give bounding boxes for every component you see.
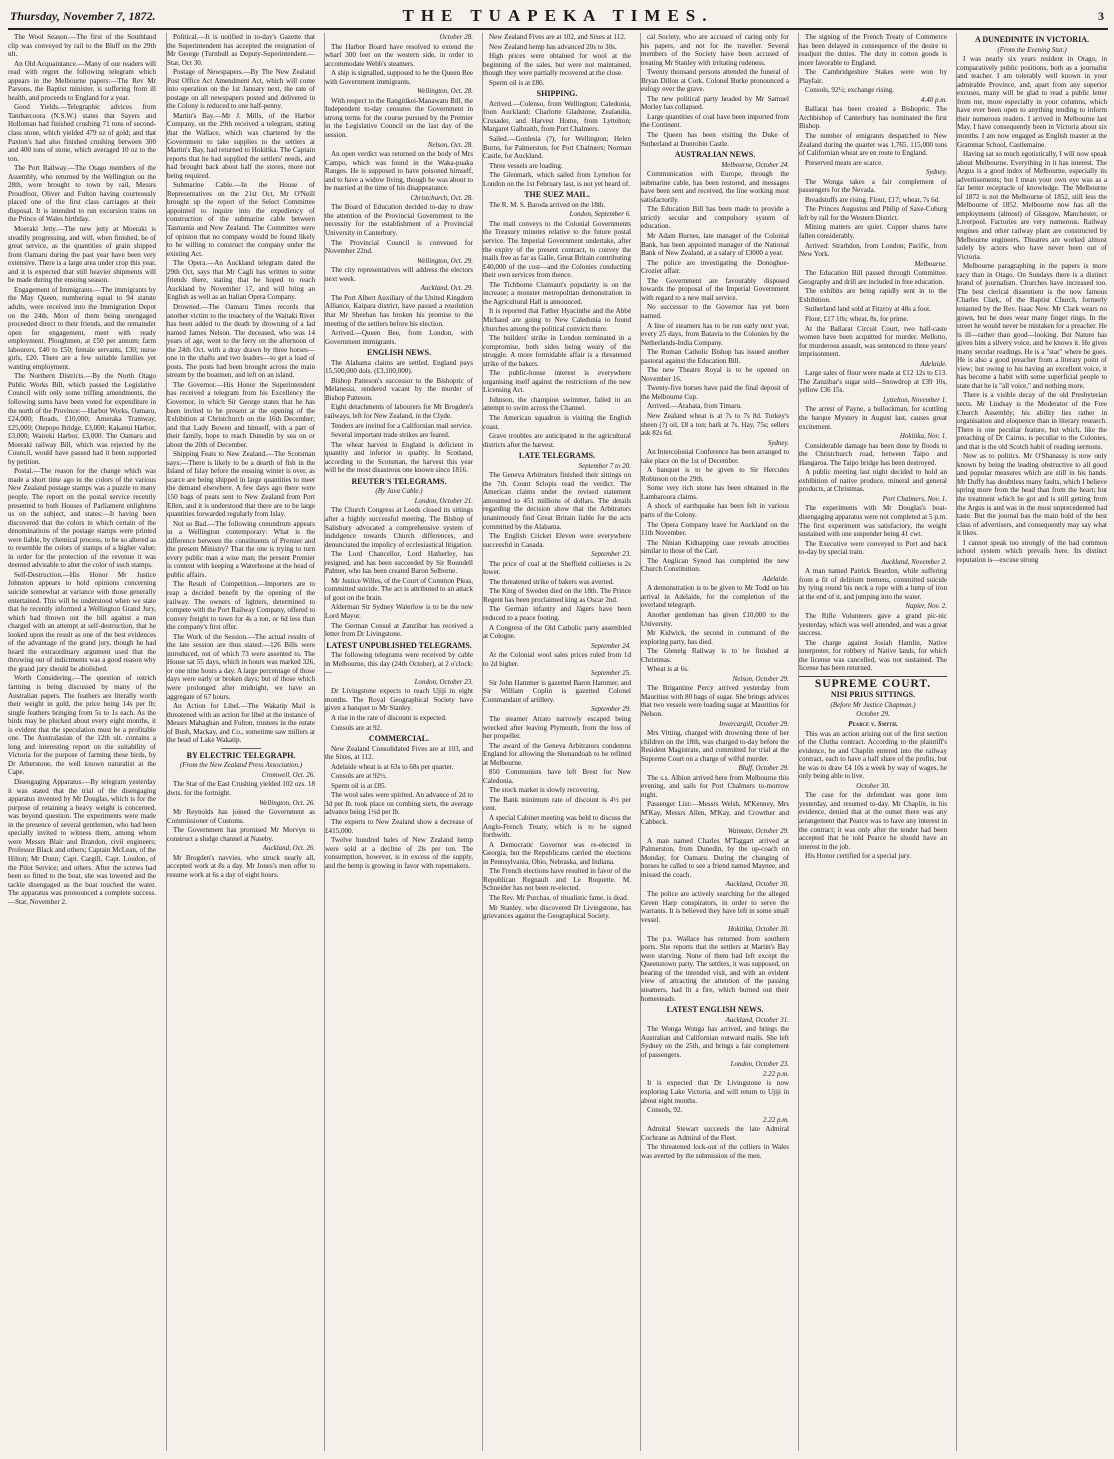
article-paragraph: The Executive were conveyed to Port and back to-day by special train. bbox=[799, 539, 947, 557]
article-paragraph: Wheat is at 6s. bbox=[647, 665, 689, 674]
dateline: October 28. bbox=[439, 33, 473, 41]
article-paragraph: High prices were obtained for wool at the beginning of the sales, but were not maintained, though they were partially recovered at the close. bbox=[483, 52, 631, 78]
article-paragraph: Not so Bad.—The following conundrum appears in a Wellington contemporary: What is the difference between the constituents of Premier and the present Ministry? That the one is trying to turn every public man a wise man; the present Premier is content with keeping a Waterhouse at the head of public affairs. bbox=[167, 519, 315, 579]
article-paragraph: Bishop Patteson's successor to the Bishopric of Melanesia, rendered vacant by the murder of Bishop Patteson. bbox=[325, 376, 473, 402]
dateline: Bluff, October 29. bbox=[738, 764, 789, 773]
article-paragraph: A shock of earthquake has been felt in various parts of the Colony. bbox=[641, 502, 789, 519]
article-paragraph: The Board of Education decided to-day to draw the attention of the Provincial Government to the necessity for the establishment of a Provincial University in Canterbury. bbox=[325, 203, 473, 238]
article-paragraph: The wheat harvest in England is deficient in quantity and inferior in quality. In Scotland, according to the Scotsman, the harvest this year will be the most disastrous one known since 1816. bbox=[325, 440, 473, 475]
article-paragraph: It is reported that Father Hyacinthe and the Abbé Michaud are going to New Caledonia to found churches among the political convicts there. bbox=[483, 307, 631, 333]
article-paragraph: This was an action arising out of the first section of the Clutha contract. According to the plaintiff's evidence, he and Chaplin entered into the railway contract, each to have a half share of the profits, but he was to draw £4 10s a week by way of wages, he only being able to live. bbox=[799, 729, 947, 781]
dateline: October 30. bbox=[856, 781, 890, 790]
article-paragraph: Mr Stanley, who discovered Dr Livingstone, has grievances against the Geographical Society. bbox=[483, 903, 631, 921]
article-paragraph: It is expected that Dr Livingstone is now exploring Lake Victoria, and will return to Ujiji in about eight months. bbox=[641, 1079, 789, 1105]
section-heading: ENGLISH NEWS. bbox=[366, 348, 432, 358]
article-paragraph: The Rifle Volunteers gave a grand pic-nic yesterday, which was well attended, and was a great success. bbox=[799, 612, 947, 638]
article-paragraph: I cannot speak too strongly of the bad common school system which prevails here. Its distinct reputation is—excuse strong bbox=[957, 538, 1107, 564]
article-paragraph: A Congress of the Old Catholic party assembled at Cologne. bbox=[483, 623, 631, 641]
article-paragraph: Shipping Feats to New Zealand.—The Scotsman says:—There is likely to be a dearth of fish in the Island of Islay before the ensuing winter is over, as scarce are being shipped in large quantities to meet the demand elsewhere. A few days ago there were 150 bags of peats sent to New Zealand from Port Ellen, and it is understood that there are to be large quantities forwarded regularly from Islay. bbox=[167, 450, 315, 519]
article-paragraph: The case for the defendant was gone into yesterday, and resumed to-day. Mr Chaplin, in his evidence, denied that at the outset there was any arrangement that Pearce was to have any interest in the contract; it was only after the tender had been accepted that he told Pearce he should have an interest in the job. bbox=[799, 791, 947, 851]
article-paragraph: 850 Communists have left Brest for New Caledonia. bbox=[483, 768, 631, 785]
article-paragraph: Sperm oil is at £86. bbox=[489, 78, 545, 87]
dateline: Adelaide. bbox=[920, 359, 947, 368]
dateline: Melbourne. bbox=[914, 259, 947, 268]
article-paragraph: The German Consul at Zanzibar has received a letter from Dr Livingstone. bbox=[325, 621, 473, 639]
article-paragraph: Mrs Vitting, charged with drowning three of her children on the 18th, was charged to-day before the Resident Magistrate, and committed for trial at the Supreme Court on a charge of wilful murder. bbox=[641, 729, 789, 763]
article-paragraph: Postage of Newspapers.—By The New Zealand Post Office Act Amendment Act, which will come into operation on the 1st January next, the rate of postage on all newspapers posted and delivered in the Colony is reduced to one half-penny. bbox=[167, 68, 315, 111]
article-paragraph: Twelve hundred bales of New Zealand hemp were sold at a decline of 2ls per ton. The consumption, however, is in excess of the supply, and the hemp is growing in favor with ropemakers. bbox=[325, 836, 473, 870]
dateline: Auckland, October 31. bbox=[725, 1015, 789, 1024]
article-paragraph: Admiral Stewart succeeds the late Admiral Cochrane as Admiral of the Fleet. bbox=[641, 1125, 789, 1142]
article-paragraph: cal Society, who are accused of caring only for his papers, and not for the traveller. Several members of the Society have been accused of treating Mr Stanley with irritating rudeness. bbox=[641, 33, 789, 67]
article-paragraph: Engagement of Immigrants.—The immigrants by the May Queen, numbering equal to 94 statute adults, were received into the Immigration Depot on the 24th. Most of them being unengaged proceeded direct to their friends, and the remainder open for engagement, meet with ready employment. Ploughmen, at £50 per annum; farm labourers, £40 to £50; female servants, £30; nurse girls, £20. There are a few suitable families yet wanting employment. bbox=[8, 285, 156, 371]
section-subheading: (By Java Cable.) bbox=[375, 487, 423, 496]
dateline: London, October 21. bbox=[414, 496, 473, 505]
section-heading: LATEST UNPUBLISHED TELEGRAMS. bbox=[326, 640, 472, 650]
article-paragraph: Mr Kidwick, the second in command of the exploring party, has died. bbox=[641, 629, 789, 646]
section-heading: AUSTRALIAN NEWS. bbox=[674, 150, 756, 160]
article-paragraph: The Glenmark, which sailed from Lyttelton for London on the 1st February last, is not yet heard of. bbox=[483, 171, 631, 188]
article-paragraph: The mail conveys to the Colonial Governments the Treasury minutes relative to the future postal service. The Imperial Government undertake, after the expiry of the present contract, to convey the mails free as far as Galle, Great Britain contributing £40,000 of the cost—and the Colonies conducting their own services from thence. bbox=[483, 219, 631, 280]
dateline: Wellington, Oct. 26. bbox=[259, 798, 315, 807]
article-paragraph: The Northern Districts.—By the North Otago Public Works Bill, which passed the Legislative Council with only some trifling amendments, the following sums have been voted for expenditure in the north of the Province:—Harbor Works, Oamaru, £24,000; Roads, £10,000; Ameraka Tramway, £25,000; Otepopo Bridge, £3,000; Kakanui Harbor, £3,000; Waireki Harbor, £3,000. The Oamaru and Moeraki railway Bill, which was rejected by the Council, would have passed had it been supported by petition. bbox=[8, 372, 156, 466]
article-paragraph: A line of steamers has to be run early next year, every 25 days, from Batavia to the Colonies by the Netherlands-India Company. bbox=[641, 321, 789, 347]
article-paragraph: The Geneva Arbitrators finished their sittings on the 7th. Count Sclopis read the verdict. The American claims under the revised statement amounted to 451 millions of dollars. The details regarding the decision show that the Arbitrators unanimously find Great Britain liable for the acts committed by the Alabama. bbox=[483, 471, 631, 531]
article-paragraph: An Old Acquaintance.—Many of our readers will read with regret the following telegram which appears in the Melbourne papers:—The Rev Mr Parsons, the Baptist minister, is suffering from ill health, and proceeds to England for a year. bbox=[8, 59, 156, 102]
dateline: London, October 23. bbox=[414, 677, 473, 686]
article-paragraph: Having sat so much egotistically, I will now speak about Melbourne. Everything in it has interest. The Argus is a good index of Melbourne, especially its advertisements; but I mean your own eye was as a far better receptacle of knowledge. The Melbourne of 1872 is not the Melbourne of 1852, still less the Melbourne of 1852. Melbourne now has all the employments (almost) of Glasgow, Manchester, or Liverpool. Factories are very numerous. Railway engines and other railway plant are constructed by Melbourne engineers. Theatres are worked almost solely by actors who have never been out of Victoria. bbox=[957, 150, 1107, 261]
article-paragraph: Mining matters are quiet. Copper shares have fallen considerably. bbox=[799, 223, 947, 241]
article-paragraph: Mr Justice Willes, of the Court of Common Pleas, committed suicide. The act is attributed to an attack of gout on the brain. bbox=[325, 576, 473, 602]
article-paragraph: The Education Bill passed through Committee. Geography and drill are included in free education. bbox=[799, 269, 947, 286]
article-paragraph: The Wonga takes a fair complement of passengers for the Nevada. bbox=[799, 177, 947, 195]
article-paragraph: Flour, £17 10s; wheat, 8s, for prime. bbox=[805, 314, 909, 323]
dateline: London, October 23. bbox=[730, 1060, 789, 1069]
article-paragraph: Self-Destruction.—His Honor Mr Justice Johnston appears to hold opinions concerning suicide somewhat at variance with those generally entertained. This will be understood when we state that he recently informed a Wellington Grand Jury, which had thrown out the bill against a man charged with an attempt at self-destruction, that he looked upon the result as one of the best evidences of the advantage of the grand jury, though he had heard the extraordinary argument used that the throwing out of indictments was a good reason why the grand jury should be abolished. bbox=[8, 570, 156, 673]
section-heading: THE SUEZ MAIL. bbox=[524, 190, 590, 200]
column-5 bbox=[640, 33, 789, 1451]
case-title: Pearce v. Smyth. bbox=[848, 720, 898, 729]
article-paragraph: The public-house interest is everywhere organising itself against the restrictions of the new Licensing Act. bbox=[483, 369, 631, 395]
newspaper-page bbox=[8, 6, 1108, 1454]
article-paragraph: Three vessels are loading. bbox=[489, 161, 563, 170]
article-paragraph: The Bank minimum rate of discount is 4½ per cent. bbox=[483, 795, 631, 813]
article-paragraph: The Result of Competition.—Importers are to reap a decided benefit by the opening of the railway. The owners of lighters, determined to compete with the Port Railway Company, offered to convey freight to town for 4s a ton, or 6d less than the company's first offer. bbox=[167, 580, 315, 632]
article-paragraph: Johnson, the champion swimmer, failed in an attempt to swim across the Channel. bbox=[483, 395, 631, 413]
article-paragraph: Submarine Cable.—In the House of Representatives on the 21st Oct, Mr O'Neill brought up the report of the Select Committee appointed to inquire into the expediency of construction of the submarine cable between Tasmania and New Zealand. The Committee were of opinion that no company would be found likely to be willing to construct the company under the existing Act. bbox=[167, 181, 315, 258]
article-paragraph: Sailed.—Gonlesia (?), for Wellington; Helen Burns, for Palmerston, for Port Chalmers; Norman Castle, for Auckland. bbox=[483, 135, 631, 161]
section-heading: REUTER'S TELEGRAMS. bbox=[351, 476, 447, 486]
article-paragraph: Mr Brogden's navvies, who struck nearly all, accepted work at 8s a day. Mr Jones's men offer to resume work at 6s a day of eight hours. bbox=[167, 853, 315, 879]
article-paragraph: A public meeting last night decided to hold an exhibition of native produce, mineral and general products, at Christmas. bbox=[799, 468, 947, 494]
column-2 bbox=[166, 33, 315, 1451]
article-paragraph: The Education Bill has been made to provide a strictly secular and compulsory system of education. bbox=[641, 205, 789, 231]
article-paragraph: The award of the Geneva Arbitrators condemns England for allowing the Shenandoah to be refitted at Melbourne. bbox=[483, 741, 631, 767]
article-paragraph: The police are investigating the Donoghue-Crozier affair. bbox=[641, 258, 789, 276]
article-paragraph: A banquet is to be given to Sir Hercules Robinson on the 29th. bbox=[641, 466, 789, 483]
section-heading: COMMERCIAL. bbox=[368, 734, 430, 744]
article-paragraph: Good Yields.—Telegraphic advices from Tambarcoora (N.S.W.) states that Sayers and Holloman had finished crushing 71 tons of second-class stone, which yielded 479 oz of gold; and that Paxton's had also finished crushing between 300 and 400 tons of stone, which averaged 10 oz to the ton. bbox=[8, 103, 156, 163]
dateline: Christchurch, Oct. 28. bbox=[410, 193, 473, 202]
article-paragraph: The English Cricket Eleven were everywhere successful in Canada. bbox=[483, 532, 631, 549]
article-paragraph: The King of Sweden died on the 18th. The Prince Regent has been proclaimed king as Oscar 2nd. bbox=[483, 587, 631, 604]
section-subheading: (From the Evening Star.) bbox=[997, 45, 1067, 54]
article-paragraph: Some very rich stone has been obtained in the Lambaroora claims. bbox=[641, 484, 789, 501]
dateline: Auckland, Oct. 29. bbox=[420, 284, 473, 293]
dateline: 2.22 p.m. bbox=[762, 1115, 789, 1124]
dateline: Auckland, November 2. bbox=[881, 557, 947, 566]
dateline: September 7 to 20. bbox=[578, 461, 631, 470]
article-paragraph: A man named Charles M'Taggart arrived at Palmerston, from Dunedin, by the up-coach on Monday, for Oamaru. During the changing of horses he called to see a friend named Maynee, and missed the coach. bbox=[641, 836, 789, 879]
article-paragraph: At the Ballarat Circuit Court, two half-caste women have been acquitted for murder. Mellotto, for murderous assault, was sentenced to three years' imprisonment. bbox=[799, 324, 947, 359]
page-number: 3 bbox=[1098, 9, 1104, 23]
dateline: Invercargill, October 29. bbox=[719, 719, 789, 728]
article-paragraph: The Opera.—An Auckland telegram dated the 29th Oct, says that Mr Cagli has written to some friends there, stating that he hoped to reach Auckland by November 17, and will bring an English as well as an Italian Opera Company. bbox=[167, 259, 315, 302]
article-paragraph: Passenger List:—Messrs Welsh, M'Kenney, Mrs M'Kay, Messrs Allen, M'Kay, and Crowther and Cabbeck. bbox=[641, 800, 789, 826]
article-paragraph: The American squadron is visiting the English coast. bbox=[483, 413, 631, 431]
section-heading: LATE TELEGRAMS. bbox=[518, 451, 596, 461]
column-7 bbox=[956, 33, 1107, 1451]
article-paragraph: Alderman Sir Sydney Waterlow is to be the new Lord Mayor. bbox=[325, 603, 473, 620]
article-paragraph: The following telegrams were received by cable in Melbourne, this day (24th October), at 2 o'clock:— bbox=[325, 651, 473, 677]
dateline: September 23. bbox=[590, 550, 631, 559]
article-paragraph: The exports to New Zealand show a decrease of £415,000. bbox=[325, 818, 473, 835]
dateline: Sydney. bbox=[767, 438, 789, 447]
article-paragraph: Mr Adam Burnes, late manager of the Colonial Bank, has been appointed manager of the National Bank of New Zealand, at a salary of £3000 a year. bbox=[641, 232, 789, 258]
article-paragraph: The Port Railway.—The Otago members of the Assembly, who returned by the Wellington on the 28th, were brought to town by rail, Messrs Proudfoot, Oliver and Fulton having courteously placed one of the first class carriages at their disposal. It is intended to run excursion trains on the Prince of Wales birthday. bbox=[8, 164, 156, 224]
article-paragraph: The price of coal at the Sheffield collieries is 2s lower. bbox=[483, 559, 631, 577]
article-paragraph: The French elections have resulted in favor of the Republican Regnault and Le Roquette. M. Schneider has not been re-elected. bbox=[483, 867, 631, 893]
article-paragraph: Political.—It is notified in to-day's Gazette that the Superintendent has accepted the resignation of Mr George (Turnbull as Deputy-Superintendent.—Star, Oct 30. bbox=[167, 33, 315, 67]
dateline: London, September 6. bbox=[569, 210, 631, 219]
divider bbox=[799, 676, 947, 677]
article-paragraph: New Zealand Fives are at 102, and Sixes at 112. bbox=[489, 33, 626, 41]
dateline: September 29. bbox=[590, 705, 631, 714]
article-paragraph: The experiments with Mr Douglas's boat-disengaging apparatus were not completed at 5 p.m. The first experiment was satisfactory, the weight sustained with one suspender being 41 cwt. bbox=[799, 504, 947, 539]
article-paragraph: Arrived.—Queen Bee, from London, with Government immigrants. bbox=[325, 329, 473, 346]
article-paragraph: Grave troubles are anticipated in the agricultural districts after the harvest. bbox=[483, 432, 631, 449]
dateline: Auckland, Oct. 26. bbox=[262, 844, 315, 853]
dateline: Napier, Nov. 2. bbox=[905, 602, 947, 611]
article-paragraph: The Port Albert Auxiliary of the United Kingdom Alliance, Kaipara district, have passed a resolution that Mr Sheehan has broken his promise to the meeting of the settlers before his election. bbox=[325, 293, 473, 328]
article-paragraph: A special Cabinet meeting was held to discuss the Anglo-French Treaty, which is to be signed forthwith. bbox=[483, 814, 631, 840]
article-paragraph: The charge against Josiah Hamlin, Native interpreter, for robbery of Native lands, for which the license was cancelled, was not sustained. The license has been returned. bbox=[799, 638, 947, 673]
article-paragraph: The Wonga Wonga has arrived, and brings the Australian and Californian outward mails. She left Sydney on the 25th, and brings a fair complement of passengers. bbox=[641, 1025, 789, 1059]
dateline: Cromwell, Oct. 26. bbox=[261, 770, 315, 779]
article-paragraph: The Tichborne Claimant's popularity is on the increase; a monster metropolitan demonstration in the Agricultural Hall is announced. bbox=[483, 280, 631, 306]
dateline: September 25. bbox=[590, 669, 631, 678]
article-paragraph: An Action for Libel.—The Wakatip Mail is threatened with an action for libel at the instance of Messrs Mahaghan and Fulton, trustees in the estate of Bush, Mackay, and Co., sometime saw millers at the head of Lake Wakatip. bbox=[167, 702, 315, 745]
article-paragraph: The Queen has been visiting the Duke of Sutherland at Dunrobin Castle. bbox=[641, 131, 789, 148]
dateline: Nelson, Oct. 28. bbox=[427, 140, 473, 149]
article-paragraph: The Rev. Mr Purchas, of ritualistic fame, is dead. bbox=[489, 893, 629, 902]
article-paragraph: The Glenelg Railway is to be finished at Christmas. bbox=[641, 647, 789, 664]
article-paragraph: Considerable damage has been done by floods to the Christchurch road, between Taipo and Hangaroa. The Taipo bridge has been destroyed. bbox=[799, 441, 947, 467]
newspaper-title: THE TUAPEKA TIMES. bbox=[402, 6, 714, 25]
article-paragraph: The Ninian Kidnapping case reveals atrocities similar to those of the Carl. bbox=[641, 538, 789, 556]
article-paragraph: The s.s. Albion arrived here from Melbourne this evening, and sails for Port Chalmers to-morrow night. bbox=[641, 773, 789, 799]
section-subheading: (From the New Zealand Press Association.) bbox=[179, 761, 303, 770]
article-paragraph: The Governor.—His Honor the Superintendent has received a telegram from his Excellency the Governor, in which Sir George states that he has been invited to be present at the opening of the Exhibition at Christchurch on the 16th December; and that Lady Bowen and himself, with a part of their family, hope to reach Dunedin by sea on or about the 20th of December. bbox=[167, 380, 315, 449]
article-paragraph: The Princes Augustus and Philip of Saxe-Coburg left by rail for the Western District. bbox=[799, 205, 947, 222]
dateline: Waimate, October 29. bbox=[727, 827, 789, 836]
article-paragraph: The threatened lock-out of the colliers in Wales was averted by the submission of the men. bbox=[641, 1143, 789, 1160]
article-paragraph: New Zealand Consolidated Fives are at 103, and the Sixes, at 112. bbox=[325, 744, 473, 762]
column-4 bbox=[482, 33, 631, 1451]
article-paragraph: Large quantities of coal have been imported from the Continent. bbox=[641, 112, 789, 130]
section-subheading: (Before Mr Justice Chapman.) bbox=[830, 700, 916, 709]
article-paragraph: Eight detachments of labourers for Mr Brogden's railways, left for New Zealand, in the Clyde. bbox=[325, 403, 473, 420]
article-paragraph: Mr Reynolds has joined the Government as Commissioner of Customs. bbox=[167, 808, 315, 825]
article-paragraph: There is a visible decay of the old Presbyterian sects. Mr Lindsay is the Moderator of the Free Church Assembly; his ability lies rather in organisation and eloquence than in literary research. There is one peculiar feature, but which, like the preaching of Dr Cairns, is peculiar to the Colonies, and that is the old Scotch habit of reading sermons. bbox=[957, 391, 1107, 451]
article-paragraph: The wool sales were spirited. An advance of 2d to 3d per lb. took place on combing sorts, the average advance being 1½d per lb. bbox=[325, 791, 473, 817]
article-paragraph: Preserved meats are scarce. bbox=[805, 158, 883, 167]
article-paragraph: A demonstration is to be given to Mr Todd on his arrival in Adelaide, for the completion of the overland telegraph. bbox=[641, 584, 789, 610]
column-1 bbox=[8, 33, 156, 1451]
article-paragraph: The city representatives will address the electors next week. bbox=[325, 266, 473, 283]
article-paragraph: Ballarat has been created a Bishopric. The Archbishop of Canterbury has nominated the first Bishop. bbox=[799, 105, 947, 131]
dateline: 2.22 p.m. bbox=[762, 1069, 789, 1078]
article-paragraph: The exhibits are being rapidly sent in to the Exhibition. bbox=[799, 287, 947, 304]
article-paragraph: Worth Considering.—The question of ostrich farming is being discussed by many of the Australian papers. The feathers are literally worth their weight in gold, the price being 14s per lb; single feathers bringing from 5s to 1s each. As the birds may be plucked about every eight months, it is evident that the speculation must be a profitable one. The Australasian of the 12th ult. contains a long and interesting report on the suitability of Victoria for the purpose of farming these birds, by Dr Atherstone, the well known naturalist at the Cape. bbox=[8, 674, 156, 777]
article-paragraph: The builders' strike in London terminated in a compromise, both sides being weary of the struggle. A more formidable affair is a threatened strike of the bakers. bbox=[483, 334, 631, 368]
article-paragraph: Moeraki Jetty.—The new jetty at Moeraki is steadily progressing, and will, when finished, be of great service, as the quantities of grain shipped from Oamaru during the past year have been very extensive. There is a large area under crop this year, and it is expected that still heavier shipments will be made during the ensuing season. bbox=[8, 225, 156, 285]
article-paragraph: Arrived: Strathdon, from London; Pacific, from New York. bbox=[799, 241, 947, 259]
article-paragraph: His Honor certified for a special jury. bbox=[805, 852, 912, 861]
article-paragraph: I was nearly six years resident in Otago, in comparatively public positions, both as a journalist and teacher. I am tolerably well known in your admirable Province, and, apart from any superior excuses, many will be glad to read a public letter from me, more especially in your columns, which have ever been open to anything tending to inform their numerous readers. I arrived in Melbourne last May. I have consequently been in Victoria about six months. I am now engaged as English master at the Grammar School, Castlemaine. bbox=[957, 55, 1107, 149]
dateline: Auckland, October 30. bbox=[725, 880, 789, 889]
article-paragraph: Twenty-five horses have paid the final deposit of the Melbourne Cup. bbox=[641, 384, 789, 401]
article-paragraph: The p.s. Wallace has returned from southern ports. She reports that the settlers at Martin's Bay were starving. None of them had left except the Queenstown party. The settlers, it was supposed, on hearing of the intended visit, and with an evident view of attracting the attention of the passing steamers, had lit a fire, which burned out their homesteads. bbox=[641, 934, 789, 1003]
dateline: Nelson, October 29. bbox=[732, 674, 789, 683]
article-paragraph: With respect to the Rangitikei-Manawatu Bill, the Independent to-day censures the Government in strong terms for the course pursued by the Premier in the Legislative Council on the last day of the session. bbox=[325, 96, 473, 140]
article-paragraph: The Opera Company leave for Auckland on the 11th November. bbox=[641, 520, 789, 538]
article-paragraph: Martin's Bay.—Mr J. Mills, of the Harbor Company, on the 29th received a telegram, stating that the Wallace, which was chartered by the Government to take supplies to the settlers at Martin's Bay, had returned to Hokitika. The Captain reports that he had supplied the settlers' needs, and had brought back about half the stores, more not being required. bbox=[167, 111, 315, 180]
section-heading: LATEST ENGLISH NEWS. bbox=[666, 1005, 764, 1015]
article-paragraph: Large sales of flour were made at £12 12s to £13. The Zanzibar's sugar sold—Snowdrop at £39 10s, yellow £36 15s. bbox=[799, 369, 947, 395]
article-paragraph: The Anglican Synod has completed the new Church Constitution. bbox=[641, 556, 789, 574]
article-paragraph: The Roman Catholic Bishop has issued another pastoral against the Education Bill. bbox=[641, 348, 789, 365]
issue-date: Thursday, November 7, 1872. bbox=[10, 9, 156, 23]
article-paragraph: The Star of the East Crushing yielded 102 ozs. 18 dwts. for the fortnight. bbox=[167, 780, 315, 798]
article-paragraph: The German infantry and Jägers have been reduced to a peace footing. bbox=[483, 605, 631, 622]
article-paragraph: The Harbor Board have resolved to extend the wharf 300 feet on the western side, in order to accommodate Webb's steamers. bbox=[325, 42, 473, 68]
section-heading: SHIPPING. bbox=[536, 89, 578, 99]
section-subheading: NISI PRIUS SITTINGS. bbox=[830, 690, 916, 700]
dateline: Port Chalmers, Nov. 1. bbox=[882, 494, 947, 503]
dateline: Wellington, Oct. 29. bbox=[417, 256, 473, 265]
article-paragraph: An Intercolonial Conference has been arranged to take place on the 1st of December. bbox=[641, 448, 789, 465]
article-paragraph: Tenders are invited for a Californian mail service. bbox=[331, 421, 473, 430]
article-paragraph: The Church Congress at Leeds closed its sittings after a highly successful meeting. The Bishop of Salisbury advocated a comprehensive system of indulgence towards Church differences, and denunciated the impolicy of ecclesiastical litigation. bbox=[325, 506, 473, 549]
article-paragraph: The signing of the French Treaty of Commerce has been delayed in consequence of the desire to readjust the duties. The duty in cotton goods is more favorable to England. bbox=[799, 33, 947, 67]
dateline: Sydney. bbox=[925, 168, 947, 177]
article-paragraph: The Government are favourably disposed towards the proposal of the Imperial Government with regard to a new mail service. bbox=[641, 276, 789, 302]
article-paragraph: Consols are at 92½. bbox=[331, 772, 388, 781]
article-paragraph: The police are actively searching for the alleged Green Harp conspirators, in order to serve the warrants. It is believed they have left in some small vessel. bbox=[641, 889, 789, 924]
article-paragraph: The Wool Season.—The first of the Southland clip was conveyed by rail to the Bluff on the 29th ult. bbox=[8, 33, 156, 59]
dateline: Hokitika, October 30. bbox=[727, 925, 789, 934]
dateline: Adelaide. bbox=[762, 574, 789, 583]
article-paragraph: The number of emigrants despatched to New Zealand during the quarter was 1,765. 115,000 tons of Californian wheat are en route to England. bbox=[799, 132, 947, 158]
article-paragraph: New Zealand hemp has advanced 20s to 30s. bbox=[489, 42, 617, 51]
article-paragraph: Arrived.—Arahata, from Timaru. bbox=[647, 402, 742, 411]
article-paragraph: The Cambridgeshire Stakes were won by Playfair. bbox=[799, 68, 947, 85]
section-heading: SUPREME COURT. bbox=[814, 677, 932, 690]
article-paragraph: Sir John Hammer is gazetted Baron Hammer, and Sir William Coplin is gazetted Colonel Commandant of artillery. bbox=[483, 678, 631, 704]
article-paragraph: The Lord Chancellor, Lord Hatherley, has resigned, and has been succeeded by Sir Roundell Palmer, who has been created Baron Selborne. bbox=[325, 550, 473, 576]
article-paragraph: Consols, 92½; exchange rising. bbox=[805, 86, 895, 95]
columns bbox=[8, 33, 1108, 1451]
article-paragraph: The stock market is slowly recovering. bbox=[489, 786, 600, 795]
dateline: September 24. bbox=[590, 641, 631, 650]
article-paragraph: The Alabama claims are settled. England pays 15,500,000 dols. (£3,100,000). bbox=[325, 358, 473, 376]
dateline: 4.40 p.m. bbox=[920, 95, 947, 104]
article-paragraph: The Work of the Session.—The actual results of the late session are thus stated:—126 Bills were introduced, out of which 73 were assented to. The House sat 55 days, which in hours was marked 326, or one nine hours a day. A large percentage of those days were early or broken days; but of those which were prolonged after midnight, we have an aggregate of 67 hours. bbox=[167, 632, 315, 701]
article-paragraph: The Government has promised Mr Morvyn to construct a sludge channel at Naseby. bbox=[167, 826, 315, 843]
article-paragraph: A Democratic Governor was re-elected in Georgia, but the Republicans carried the elections in Pennsylvania, Ohio, Nebraska, and Indiana. bbox=[483, 840, 631, 866]
dateline: Hokitika, Nov. 1. bbox=[899, 432, 947, 441]
dateline: Melbourne, October 24. bbox=[721, 160, 789, 169]
column-6 bbox=[798, 33, 947, 1451]
article-paragraph: The new political party headed by Mr Samuel Morley has collapsed. bbox=[641, 94, 789, 112]
article-paragraph: Consols, 92. bbox=[647, 1106, 683, 1115]
article-paragraph: The arrest of Payne, a bullockman, for scuttling the barque Mystery in August last, causes great excitement. bbox=[799, 405, 947, 431]
dateline: Wellington, Oct. 28. bbox=[417, 87, 473, 96]
column-3 bbox=[324, 33, 473, 1451]
article-paragraph: Breadstuffs are rising. Flour, £17; wheat, 7s 6d. bbox=[805, 195, 940, 204]
article-paragraph: A rise in the rate of discount is expected. bbox=[331, 714, 447, 723]
article-paragraph: At the Colonial wool sales prices ruled from 1d to 2d higher. bbox=[483, 651, 631, 668]
article-paragraph: Dr Livingstone expects to reach Ujiji in eight months. The Royal Geographical Society have given a banquet to Mr Stanley. bbox=[325, 687, 473, 713]
divider bbox=[221, 748, 261, 749]
article-paragraph: The Brigantine Percy arrived yesterday from Mauritius with 80 bags of sugar. She brings advices that two vessels were loading sugar at Mauritius for Nelson. bbox=[641, 684, 789, 719]
article-paragraph: Now as to politics. Mr O'Shanassy is now only known by being the leading obstructive to all good and popular measures which are still in his hands. Mr Duffy has doubtless many faults, which I believe spring more from the head than from the heart; but the treatment which he got and is still getting from the Argus is and was in the most unprecedented bad taste. But the journal has the main hold of the best class of advertisers, and consequently may say what it likes. bbox=[957, 452, 1107, 538]
article-paragraph: Communication with Europe, through the submarine cable, has been restored, and messages have been sent and received, the line working most satisfactorily. bbox=[641, 170, 789, 204]
article-paragraph: Melbourne paragraphing in the papers is more racy than in Otago. On Sundays there is a distinct brand of journalism. Churches have increased too. The best clerical dissentient is the now famous Charles Clark, of the Baptist Church, formerly tenanted by the Rev. Isaac New. Mr Clark wears no gown, but he does wear many finger rings. In the street he would never be mistaken for a preacher. He is ill—rather than good—looking. But Nature has given him a silvery voice, and he knows it. He gives many secular readings. He is a "star" where he goes. He is also a good preacher from a literary point of view; but owing to his having an excellent voice, it has become a habit with some superficial people to state that he is "all voice," and nothing more. bbox=[957, 262, 1107, 390]
article-paragraph: A man named Patrick Beardon, while suffering from a fit of delirium tremens, committed suicide by tying round his neck a rope with a lump of iron at the end of it, and jumping into the water. bbox=[799, 567, 947, 601]
article-paragraph: New Zealand wheat is at 7s to 7s 8d. Turkey's sheen (?) oil, £8 a ton; bark at 7s. Hay, 75s; sellers ask 82s 6d. bbox=[641, 411, 789, 438]
masthead bbox=[8, 6, 1108, 28]
article-paragraph: No successor to the Governor has yet been named. bbox=[641, 303, 789, 320]
article-paragraph: Arrived.—Colenso, from Wellington; Caledonia, from Auckland; Charlotte Gladstone, Zealandia, Crusader, and Harvest Home, from Lyttelton; Margaret Galbraith, from Port Chalmers. bbox=[483, 99, 631, 134]
article-paragraph: Adelaide wheat is at 63s to 68s per quarter. bbox=[331, 762, 454, 771]
dateline: Lyttelton, November 1. bbox=[883, 395, 947, 404]
article-paragraph: Several important trade strikes are feared. bbox=[331, 431, 450, 440]
section-heading: A DUNEDINITE IN VICTORIA. bbox=[975, 35, 1089, 44]
article-paragraph: Disengaging Apparatus.—By telegram yesterday it was stated that the trial of the disengaging apparatus invented by Mr Douglas, which is for the purpose of retaining a heavy weight is concerned, was beyond question. The experiments were made in the presence of several gentlemen, who had been specially invited to witness them, among whom were Messrs Blair and Brandon, civil engineers; Professor Black and others; Captain McLean, of the Hilton; Mr Dunn; Capt. Cargill, Capt. Loudon, of the Pilot Service; and others. After the screws had been so fitted to the boat, she was lowered and the tackle disengaged as the boat touched the water. The apparatus was pronounced a complete success.—Star, November 2. bbox=[8, 778, 156, 906]
article-paragraph: Sperm oil is at £85. bbox=[331, 781, 387, 790]
article-paragraph: Postal.—The reason for the change which was made a short time ago in the colors of the various New Zealand postage stamps was a puzzle to many people. The report on the postal service recently presented to both Houses of Parliament enlightens us on the subject, and states:—It having been discovered that the colors in which certain of the denominations of the postage stamps were printed were liable, by chemical process, to be so altered as to resemble the colors of stamps of a higher value; in order for the protection of the revenue it was deemed advisable to alter the color of such stamps. bbox=[8, 467, 156, 570]
article-paragraph: A ship is signalled, supposed to be the Queen Bee with Government immigrants. bbox=[325, 69, 473, 86]
article-paragraph: The new Theatre Royal is to be opened on November 16. bbox=[641, 366, 789, 383]
article-paragraph: Twenty thousand persons attended the funeral of Bryan Dillon at Cork. Colonel Burke pronounced a eulogy over the grave. bbox=[641, 68, 789, 94]
article-paragraph: An open verdict was returned on the body of Mrs Campo, which was found in the Waka-puaka Ranges. He is supposed to have poisoned himself, and to have a widow living, though he was about to be married at the time of his disappearance. bbox=[325, 150, 473, 193]
article-paragraph: The threatened strike of bakers was averted. bbox=[489, 577, 615, 586]
article-paragraph: Consols are at 92. bbox=[331, 723, 382, 732]
article-paragraph: The R. M. S. Baroda arrived on the 18th. bbox=[489, 200, 606, 209]
article-paragraph: The steamer Atrato narrowly escaped being wrecked after leaving Plymouth, from the loss of her propeller. bbox=[483, 715, 631, 741]
section-heading: BY ELECTRIC TELEGRAPH. bbox=[186, 750, 296, 760]
dateline: October 29. bbox=[856, 710, 890, 719]
masthead-rule bbox=[8, 28, 1108, 30]
article-paragraph: Another gentleman has given £10,000 to the University. bbox=[641, 611, 789, 628]
article-paragraph: Sutherland land sold at Fitzroy at 48s a foot. bbox=[805, 305, 931, 314]
article-paragraph: The Provincial Council is convened for November 22nd. bbox=[325, 238, 473, 256]
article-paragraph: Drowned.—The Oamaru Times records that another victim to the treachery of the Waitaki River has been added to the death by drowning of a lad named James Nelson. The deceased, who was 14 years of age, went to the ferry on the afternoon of the 24th Oct. with a dray drawn by three horses—one in the shafts and two leaders—to get a load of posts. The posts had been brought across the main stream by the boatmen, and left on an island. bbox=[167, 302, 315, 380]
